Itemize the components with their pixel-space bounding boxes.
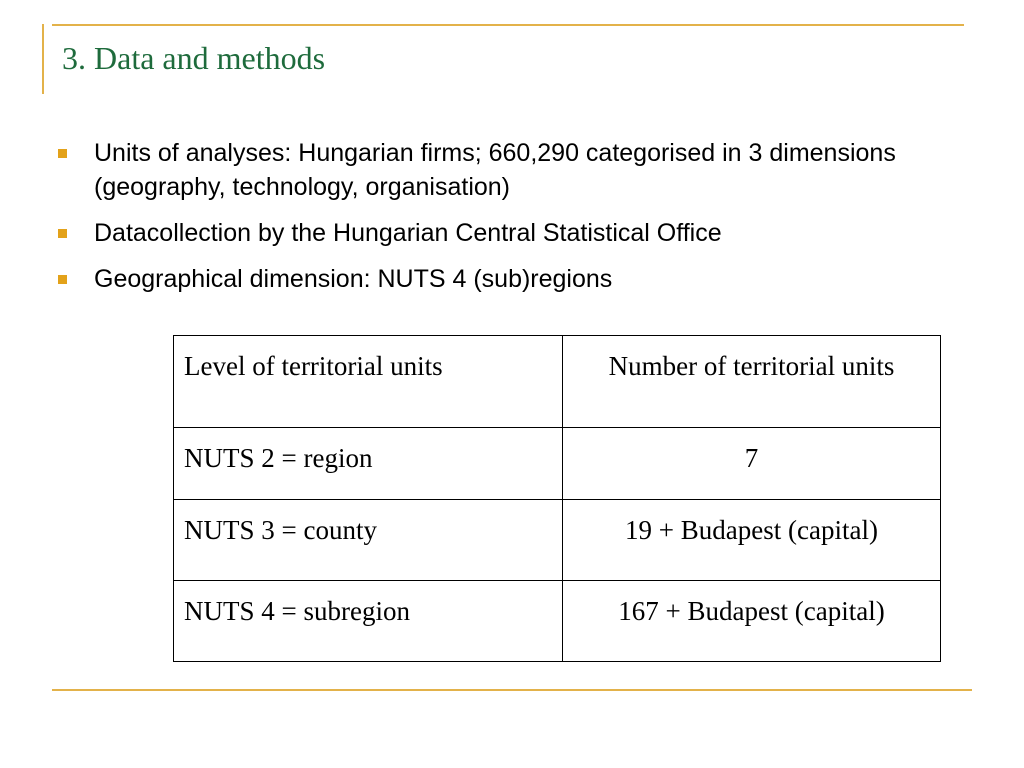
cell-level: NUTS 2 = region (174, 428, 563, 500)
decorative-top-line (52, 24, 964, 26)
bullet-item (56, 262, 956, 296)
cell-level: NUTS 4 = subregion (174, 581, 563, 662)
cell-level: NUTS 3 = county (174, 500, 563, 581)
cell-number: 7 (563, 428, 941, 500)
bullet-item (56, 216, 956, 250)
cell-number: 19 + Budapest (capital) (563, 500, 941, 581)
bullet-item (56, 136, 956, 204)
table-row (174, 428, 941, 500)
slide-title: 3. Data and methods (62, 40, 326, 76)
header-level: Level of territorial units (174, 336, 563, 428)
table-row (174, 581, 941, 662)
bullet-text: Units of analyses: Hungarian firms; 660,290 categorised in 3 dimensions (geography, technology, organisation) (94, 139, 896, 201)
header-number: Number of territorial units (563, 336, 941, 428)
table-row (174, 500, 941, 581)
bullet-text: Datacollection by the Hungarian Central Statistical Office (94, 219, 722, 247)
decorative-vertical-line (42, 24, 44, 94)
bullet-list (56, 136, 956, 308)
territorial-units-table (173, 335, 941, 662)
square-bullet-icon (58, 149, 67, 158)
cell-number: 167 + Budapest (capital) (563, 581, 941, 662)
table-header-row (174, 336, 941, 428)
square-bullet-icon (58, 275, 67, 284)
bullet-text: Geographical dimension: NUTS 4 (sub)regions (94, 265, 613, 293)
decorative-bottom-line (52, 689, 972, 691)
square-bullet-icon (58, 229, 67, 238)
